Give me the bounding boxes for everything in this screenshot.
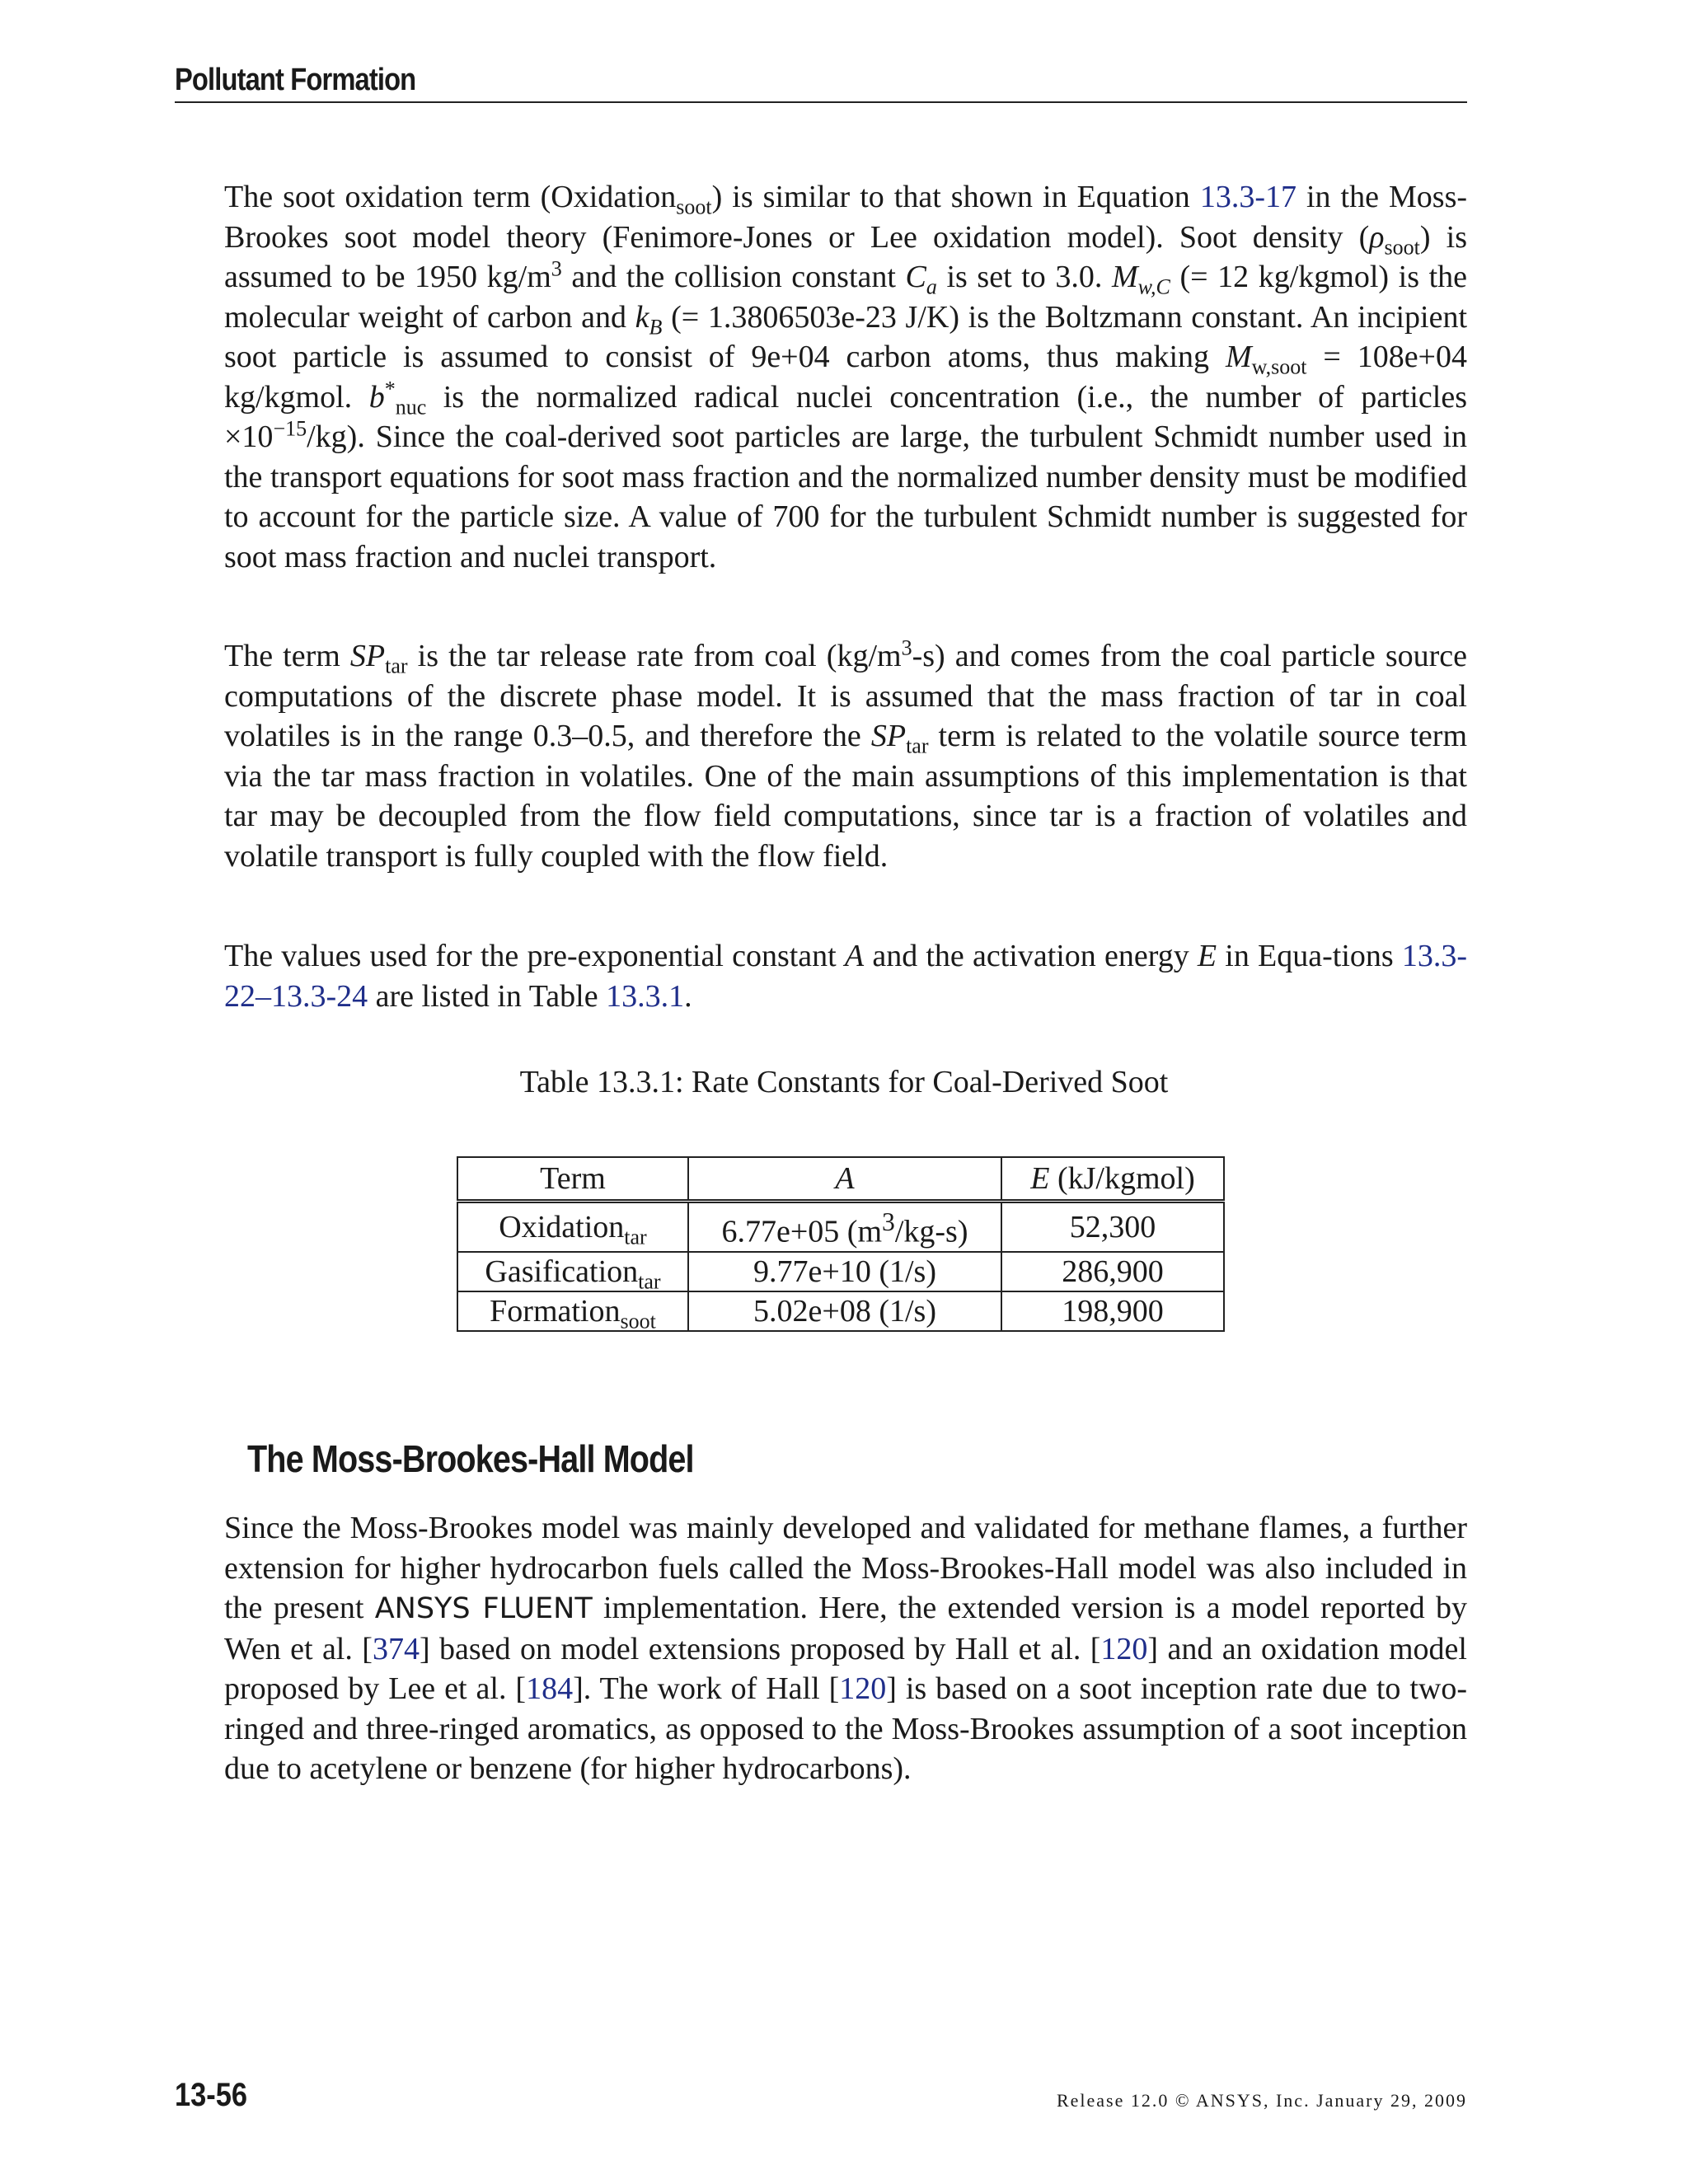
equation-link[interactable]: 13.3-17 — [1199, 180, 1296, 214]
paragraph-rate-values: The values used for the pre-exponential constant A and the activation energy E in Equa-tions 13.3-22–13.3-24 are listed in Table 13.3.1. — [224, 939, 1468, 1014]
citation-link[interactable]: 184 — [526, 1671, 574, 1706]
table-cell-a: 9.77e+10 (1/s) — [688, 1252, 1001, 1291]
table-row — [457, 1202, 1224, 1252]
table-cell-e: 286,900 — [1001, 1252, 1224, 1291]
running-header — [175, 63, 1467, 103]
table-row — [457, 1291, 1224, 1331]
citation-link[interactable]: 120 — [1100, 1631, 1148, 1666]
release-info: Release 12.0 © ANSYS, Inc. January 29, 2009 — [1056, 2090, 1467, 2111]
table-cell-a: 6.77e+05 $(m^3/kg-s)$ — [688, 1202, 1001, 1252]
table-row — [457, 1252, 1224, 1291]
paragraph-soot-oxidation: The soot oxidation term (Oxidation$_{soot}$) is similar to that shown in Equation 13.3-17 in the Moss-Brookes soot model theory (Fenimore-Jones or Lee oxidation model). Soot density $(\rho_{soot})$ is assumed to be 1950 $kg/m^3$ and the collision constant $C_a$ is set to 3.0. $M_{w,C}$ (= 12 kg/kgmol) is the molecular weight of carbon and $k_B$ (= 1.3806503e-23 J/K) is the Boltzmann constant. An incipient soot particle is assumed to consist of 9e+04 carbon atoms, thus making $M_{w,soot} = 108e+04$ kg/kgmol. $b^*_{nuc}$ is the normalized radical nuclei concentration (i.e., the number of particles $\times 10^{-15}/kg$). Since the coal-derived soot particles are large, the turbulent Schmidt number used in the transport equations for soot mass fraction and the normalized number density must be modified to account for the particle size. A value of 700 for the turbulent Schmidt number is suggested for soot mass fraction and nuclei transport. — [224, 180, 1468, 574]
table-cell-e: 198,900 — [1001, 1291, 1224, 1331]
equation-range-link[interactable]: 13.3-22–13.3-24 — [224, 939, 1468, 1014]
citation-link[interactable]: 374 — [372, 1631, 420, 1666]
paragraph-moss-brookes-hall: Since the Moss-Brookes model was mainly developed and validated for methane flames, a further extension for higher hydrocarbon fuels called the Moss-Brookes-Hall model was also included in the present ANSYS FLUENT implementation. Here, the extended version is a model reported by Wen et al. [374] based on model extensions proposed by Hall et al. [120] and an oxidation model proposed by Lee et al. [184]. The work of Hall [120] is based on a soot inception rate due to two-ringed and three-ringed aromatics, as opposed to the Moss-Brookes assumption of a soot inception due to acetylene or benzene (for higher hydrocarbons). — [224, 1511, 1467, 1786]
citation-link[interactable]: 120 — [839, 1671, 887, 1706]
table-cell-term: Gasification$_{tar}$ — [457, 1252, 688, 1291]
table-cell-e: 52,300 — [1001, 1202, 1224, 1252]
page-number: 13-56 — [175, 2077, 247, 2113]
section-heading: The Moss-Brookes-Hall Model — [247, 1437, 694, 1480]
table-cell-term: Oxidation$_{tar}$ — [457, 1202, 688, 1252]
col-header-a: A — [688, 1157, 1001, 1202]
rate-constants-table — [457, 1156, 1225, 1332]
col-header-term: Term — [457, 1157, 688, 1202]
paragraph-tar-release: The term $SP_{tar}$ is the tar release rate from coal $(kg/m^3-s)$ and comes from the coal particle source computations of the discrete phase model. It is assumed that the mass fraction of tar in coal volatiles is in the range 0.3–0.5, and therefore the $SP_{tar}$ term is related to the volatile source term via the tar mass fraction in volatiles. One of the main assumptions of this implementation is that tar may be decoupled from the flow field computations, since tar is a fraction of volatiles and volatile transport is fully coupled with the flow field. — [224, 635, 1468, 874]
table-link[interactable]: 13.3.1 — [606, 978, 685, 1014]
header-title: Pollutant Formation — [175, 63, 416, 97]
product-name: ANSYS FLUENT — [374, 1592, 593, 1625]
table-header-row — [457, 1157, 1224, 1202]
table-cell-term: Formation$_{soot}$ — [457, 1291, 688, 1331]
table-caption: Table 13.3.1: Rate Constants for Coal-Derived Soot — [519, 1065, 1169, 1099]
table-cell-a: 5.02e+08 (1/s) — [688, 1291, 1001, 1331]
col-header-e: E (kJ/kgmol) — [1001, 1157, 1224, 1202]
